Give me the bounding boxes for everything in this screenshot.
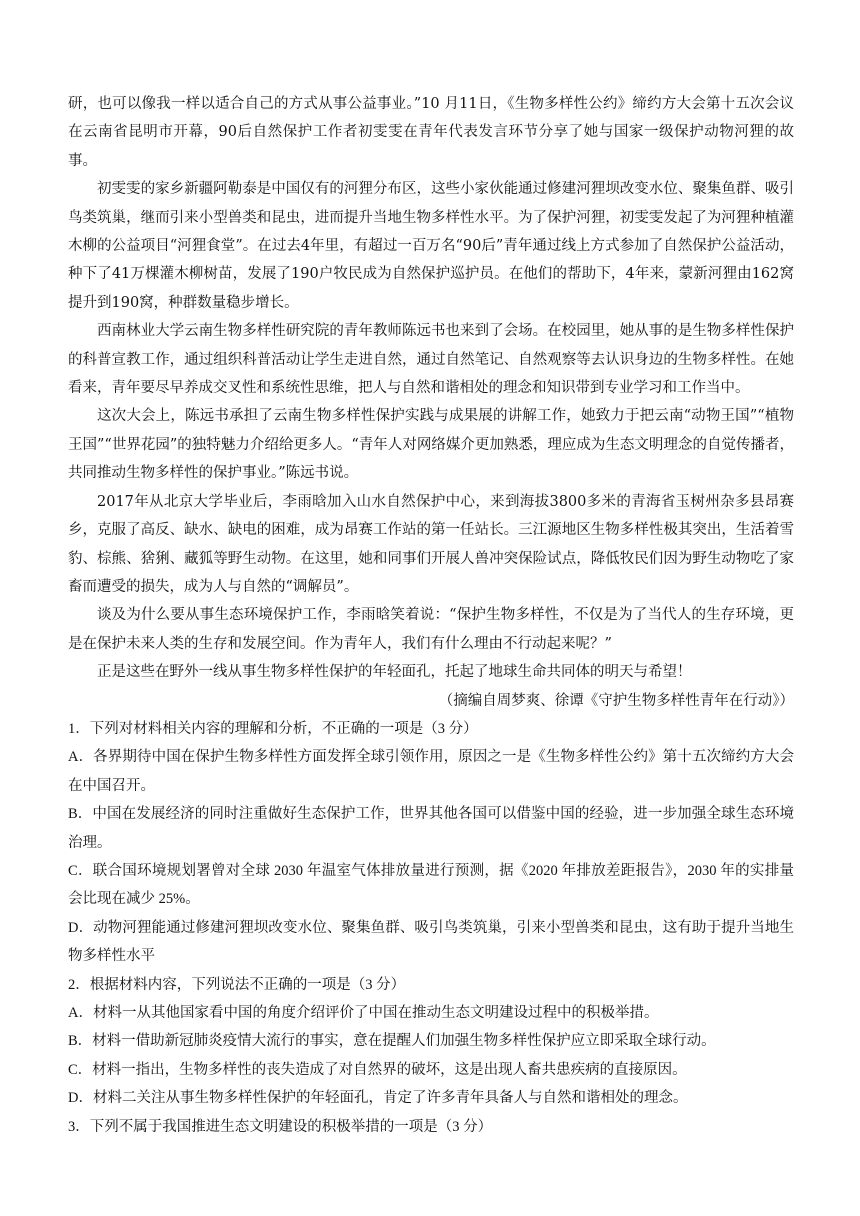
passage-paragraph: 2017年从北京大学毕业后，李雨晗加入山水自然保护中心，来到海拔3800多米的青海省玉树州杂多县昂赛乡，克服了高反、缺水、缺电的困难，成为昂赛工作站的第一任站长。三江源地区生物多样性极其突出，生活着雪豹、棕熊、猞猁、藏狐等野生动物。在这里，她和同事们开展人兽冲突保险试点，降低牧民们因为野生动物吃了家畜而遭受的损失，成为人与自然的“调解员”。 [68,493,794,595]
passage-paragraph: 初雯雯的家乡新疆阿勒泰是中国仅有的河狸分布区，这些小家伙能通过修建河狸坝改变水位、聚集鱼群、吸引鸟类筑巢，继而引来小型兽类和昆虫，进而提升当地生物多样性水平。为了保护河狸，初雯雯发起了为河狸种植灌木柳的公益项目“河狸食堂”。在过去4年里，有超过一百万名“90后”青年通过线上方式参加了自然保护公益活动，种下了41万棵灌木柳树苗，发展了190户牧民成为自然保护巡护员。在他们的帮助下，4年来，蒙新河狸由162窝提升到190窝，种群数量稳步增长。 [68,181,794,311]
passage-paragraph: 正是这些在野外一线从事生物多样性保护的年轻面孔，托起了地球生命共同体的明天与希望！ [97,664,692,681]
passage-paragraph: 西南林业大学云南生物多样性研究院的青年教师陈远书也来到了会场。在校园里，她从事的是生物多样性保护的科普宣教工作，通过组织科普活动让学生走进自然，通过自然笔记、自然观察等去认识身边的生物多样性。在她看来，青年要尽早养成交叉性和系统性思维，把人与自然和谐相处的理念和知识带到专业学习和工作当中。 [68,323,794,397]
option-a: A．各界期待中国在保护生物多样性方面发挥全球引领作用，原因之一是《生物多样性公约》第十五次缔约方大会在中国召开。 [68,749,794,794]
question-stem: 1．下列对材料相关内容的理解和分析，不正确的一项是（3 分） [68,720,478,737]
option-c: C．材料一指出，生物多样性的丧失造成了对自然界的破坏，这是出现人畜共患疾病的直接原因。 [68,1061,687,1078]
question-stem: 2．根据材料内容，下列说法不正确的一项是（3 分） [68,976,406,993]
passage-source: （摘编自周梦爽、徐谭《守护生物多样性青年在行动》） [438,692,794,709]
passage [68,90,794,715]
question-2 [68,971,794,1113]
option-b: B．材料一借助新冠肺炎疫情大流行的事实，意在提醒人们加强生物多样性保护应立即采取全球行动。 [68,1033,716,1050]
passage-paragraph: 这次大会上，陈远书承担了云南生物多样性保护实践与成果展的讲解工作，她致力于把云南“动物王国”“植物王国”“世界花园”的独特魅力介绍给更多人。“青年人对网络媒介更加熟悉，理应成为生态文明理念的自觉传播者，共同推动生物多样性的保护事业。”陈远书说。 [68,408,794,482]
option-b: B．中国在发展经济的同时注重做好生态保护工作，世界其他各国可以借鉴中国的经验，进一步加强全球生态环境治理。 [68,806,794,851]
question-3 [68,1113,794,1141]
passage-paragraph: 研，也可以像我一样以适合自己的方式从事公益事业。”10 月11日，《生物多样性公约》缔约方大会第十五次会议在云南省昆明市开幕，90后自然保护工作者初雯雯在青年代表发言环节分享了她与国家一级保护动物河狸的故事。 [68,96,794,169]
option-d: D．材料二关注从事生物多样性保护的年轻面孔，肯定了许多青年具备人与自然和谐相处的理念。 [68,1090,688,1107]
option-a: A．材料一从其他国家看中国的角度介绍评价了中国在推动生态文明建设过程中的积极举措。 [68,1005,659,1021]
passage-paragraph: 谈及为什么要从事生态环境保护工作，李雨晗笑着说：“保护生物多样性，不仅是为了当代人的生存环境，更是在保护未来人类的生存和发展空间。作为青年人，我们有什么理由不行动起来呢？” [68,607,794,652]
question-1 [68,715,794,971]
option-c: C．联合国环境规划署曾对全球 2030 年温室气体排放量进行预测，据《2020 年排放差距报告》，2030 年的实排量会比现在减少 25%。 [68,862,794,908]
exam-page [68,90,794,1141]
option-d: D．动物河狸能通过修建河狸坝改变水位、聚集鱼群、吸引鸟类筑巢，引来小型兽类和昆虫，这有助于提升当地生物多样性水平 [68,919,794,965]
question-stem: 3．下列不属于我国推进生态文明建设的积极举措的一项是（3 分） [68,1118,493,1135]
